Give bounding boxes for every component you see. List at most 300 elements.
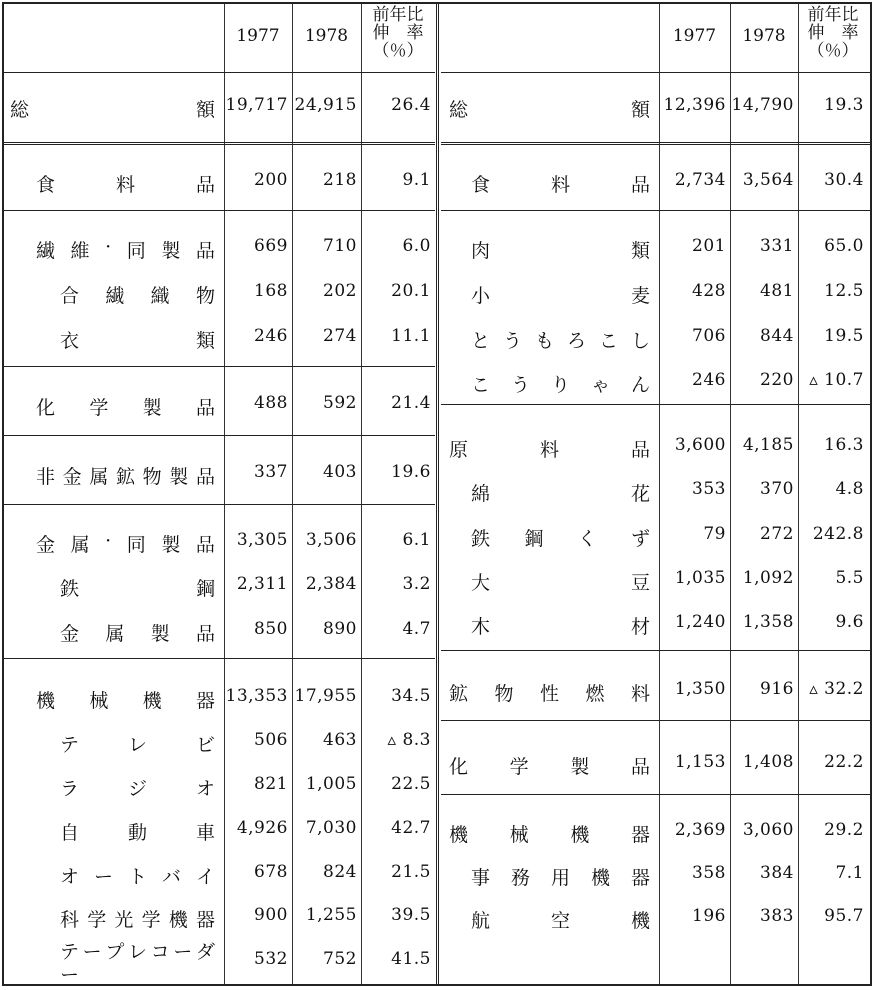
value-1977: 79	[703, 524, 726, 544]
growth-rate: ▵ 10.7	[809, 370, 864, 390]
row-label	[36, 686, 215, 713]
label-char: 木	[471, 616, 491, 638]
value-1977: 900	[254, 905, 288, 925]
label-char: ·	[105, 236, 112, 258]
growth-rate: 21.4	[391, 393, 431, 413]
label-char: ん	[630, 374, 650, 396]
growth-rate: 19.6	[391, 462, 431, 482]
label-char: と	[471, 330, 491, 352]
growth-rate: 21.5	[391, 862, 431, 882]
header-growth-line: 前年比	[807, 5, 859, 25]
label-char: ビ	[195, 734, 215, 756]
value-1978: 844	[760, 326, 794, 346]
row-label	[36, 462, 215, 489]
row-label	[449, 752, 650, 779]
label-char: 性	[539, 683, 559, 705]
row-separator	[441, 794, 870, 795]
header-growth-line: （％）	[807, 41, 859, 61]
table-row	[441, 565, 870, 595]
label-char: 鉄	[471, 528, 491, 550]
table-row	[441, 233, 870, 263]
value-1978: 220	[760, 370, 794, 390]
table-row	[441, 676, 870, 706]
label-char: 同	[126, 534, 146, 556]
value-1977: 678	[254, 862, 288, 882]
growth-rate: 95.7	[824, 906, 864, 926]
growth-rate: 41.5	[391, 949, 431, 969]
header-growth-rate	[361, 6, 435, 60]
label-char: 維	[70, 240, 90, 262]
label-char: 化	[36, 397, 56, 419]
value-1977: 506	[254, 730, 288, 750]
label-char: 属	[70, 534, 90, 556]
value-1977: 246	[692, 370, 726, 390]
table-row	[441, 817, 870, 847]
row-label	[60, 937, 215, 964]
label-char: 繊	[105, 285, 125, 307]
table-row	[4, 934, 435, 986]
value-1978: 24,915	[294, 95, 357, 115]
label-char: 燃	[585, 683, 605, 705]
label-char: 機	[449, 824, 469, 846]
table-header	[441, 4, 870, 73]
label-char: ·	[105, 530, 112, 552]
label-char: オ	[195, 778, 215, 800]
growth-rate: 34.5	[391, 686, 431, 706]
table-row	[441, 323, 870, 353]
label-char: 鋼	[524, 528, 544, 550]
growth-rate: 26.4	[391, 95, 431, 115]
value-1978: 384	[760, 863, 794, 883]
header-1977: 1977	[236, 26, 280, 46]
label-char: 製	[161, 534, 181, 556]
growth-rate: 6.1	[402, 530, 431, 550]
label-char: 額	[630, 99, 650, 121]
value-1977: 821	[254, 774, 288, 794]
row-separator	[441, 142, 870, 145]
label-char: 務	[510, 867, 530, 889]
label-char: 機	[570, 824, 590, 846]
row-separator	[441, 720, 870, 721]
growth-rate: 16.3	[824, 435, 864, 455]
row-label	[471, 370, 650, 397]
label-char: 機	[590, 867, 610, 889]
label-char: コ	[150, 941, 170, 963]
label-char: 食	[36, 174, 56, 196]
label-char: 料	[630, 683, 650, 705]
value-1978: 1,005	[305, 774, 357, 794]
value-1977: 200	[254, 170, 288, 190]
label-char: 品	[195, 466, 215, 488]
table-row	[4, 815, 435, 845]
table-row	[4, 683, 435, 713]
row-label	[449, 679, 650, 706]
label-char: 品	[195, 240, 215, 262]
label-char: 製	[169, 466, 189, 488]
row-separator	[441, 210, 870, 211]
label-char: 航	[471, 910, 491, 932]
row-label	[60, 862, 215, 889]
header-1978: 1978	[742, 26, 786, 46]
value-1977: 3,600	[674, 435, 726, 455]
row-label	[60, 574, 215, 601]
table-row	[441, 903, 870, 933]
row-label	[471, 326, 650, 353]
label-char: イ	[195, 866, 215, 888]
row-label-continued: ー	[60, 964, 80, 986]
row-separator	[4, 142, 435, 145]
label-char: 器	[195, 909, 215, 931]
row-label	[36, 393, 215, 420]
row-label	[471, 906, 650, 933]
table-row	[441, 278, 870, 308]
table-header	[4, 4, 435, 73]
row-label	[471, 524, 650, 551]
row-label	[60, 905, 215, 932]
label-char: 器	[195, 690, 215, 712]
row-label	[60, 730, 215, 757]
header-1978: 1978	[304, 26, 349, 46]
label-char: う	[502, 330, 522, 352]
row-label	[471, 236, 650, 263]
label-char: 物	[142, 466, 162, 488]
label-char: 大	[471, 572, 491, 594]
growth-rate: 4.7	[402, 619, 431, 639]
value-1977: 2,369	[674, 820, 726, 840]
label-char: 豆	[630, 572, 650, 594]
value-1977: 1,350	[674, 679, 726, 699]
label-char: り	[550, 374, 570, 396]
value-1977: 2,311	[236, 574, 288, 594]
label-char: 属	[105, 623, 125, 645]
value-1977: 337	[254, 462, 288, 482]
row-separator	[4, 366, 435, 367]
table-row	[4, 167, 435, 197]
label-char: 麦	[630, 285, 650, 307]
value-1977: 19,717	[225, 95, 288, 115]
value-1977: 4,926	[236, 818, 288, 838]
table-row	[4, 278, 435, 308]
row-label	[36, 530, 215, 557]
value-1978: 916	[760, 679, 794, 699]
value-1978: 890	[323, 619, 357, 639]
label-char: ろ	[566, 330, 586, 352]
growth-rate: 29.2	[824, 820, 864, 840]
value-1978: 824	[323, 862, 357, 882]
label-char: 材	[630, 616, 650, 638]
label-char: 器	[630, 867, 650, 889]
row-separator	[4, 658, 435, 659]
label-char: 製	[570, 756, 590, 778]
value-1977: 1,153	[674, 752, 726, 772]
table-row	[441, 860, 870, 890]
label-char: ー	[93, 866, 113, 888]
growth-rate: 9.6	[835, 612, 864, 632]
label-char: 食	[471, 174, 491, 196]
label-char: ず	[630, 528, 650, 550]
value-1977: 13,353	[225, 686, 288, 706]
label-char: 金	[60, 623, 80, 645]
label-char: 原	[449, 439, 469, 461]
label-char: レ	[127, 734, 147, 756]
label-char: ゃ	[590, 374, 610, 396]
growth-rate: 5.5	[835, 568, 864, 588]
label-char: 肉	[471, 240, 491, 262]
label-char: 品	[630, 174, 650, 196]
value-1978: 1,408	[742, 752, 794, 772]
label-char: 金	[62, 466, 82, 488]
value-1978: 1,255	[305, 905, 357, 925]
label-char: テ	[60, 734, 80, 756]
row-separator	[4, 435, 435, 436]
exports-panel	[4, 4, 435, 984]
growth-rate: 242.8	[812, 524, 864, 544]
label-char: バ	[161, 866, 181, 888]
label-char: 綿	[471, 483, 491, 505]
value-1978: 2,384	[305, 574, 357, 594]
header-1977: 1977	[672, 26, 717, 46]
label-char: 物	[494, 683, 514, 705]
label-char: 非	[36, 466, 56, 488]
table-row	[4, 571, 435, 601]
growth-rate: 22.2	[824, 752, 864, 772]
value-1978: 3,060	[742, 820, 794, 840]
label-char: く	[577, 528, 597, 550]
growth-rate: 4.8	[835, 479, 864, 499]
value-1977: 201	[692, 236, 726, 256]
table-row	[4, 459, 435, 489]
label-char: 料	[550, 174, 570, 196]
value-1978: 1,092	[742, 568, 794, 588]
label-char: 鉄	[60, 578, 80, 600]
label-char: 機	[168, 909, 188, 931]
growth-rate: 7.1	[835, 863, 864, 883]
value-1978: 3,506	[305, 530, 357, 550]
row-separator	[441, 404, 870, 405]
header-growth-rate	[798, 6, 868, 60]
total-label	[10, 95, 215, 122]
value-1977: 1,035	[674, 568, 726, 588]
value-1978: 7,030	[305, 818, 357, 838]
value-1978: 403	[323, 462, 357, 482]
row-separator	[4, 504, 435, 505]
table-row	[4, 323, 435, 353]
label-char: 品	[195, 397, 215, 419]
value-1978: 274	[323, 326, 357, 346]
row-separator	[4, 210, 435, 211]
label-char: 類	[630, 240, 650, 262]
header-growth-line: 伸 率	[807, 23, 859, 43]
value-1978: 17,955	[294, 686, 357, 706]
growth-rate: 6.0	[402, 236, 431, 256]
table-row	[4, 902, 435, 932]
row-label	[471, 568, 650, 595]
row-label	[471, 281, 650, 308]
label-char: 同	[126, 240, 146, 262]
value-1977: 246	[254, 326, 288, 346]
growth-rate: 39.5	[391, 905, 431, 925]
row-label	[449, 820, 650, 847]
label-char: テ	[60, 941, 80, 963]
table-row	[441, 476, 870, 506]
label-char: 化	[449, 756, 469, 778]
value-1978: 218	[323, 170, 357, 190]
total-row	[4, 92, 435, 122]
table-row	[441, 167, 870, 197]
value-1978: 370	[760, 479, 794, 499]
header-growth-line: 伸 率	[372, 23, 424, 43]
table-row	[441, 749, 870, 779]
value-1978: 331	[760, 236, 794, 256]
row-label	[36, 236, 215, 263]
value-1977: 2,734	[674, 170, 726, 190]
label-char: プ	[105, 941, 125, 963]
table-row	[441, 367, 870, 397]
row-label	[60, 619, 215, 646]
value-1977: 353	[692, 479, 726, 499]
value-1977: 488	[254, 393, 288, 413]
label-char: う	[510, 374, 530, 396]
label-char: 品	[195, 623, 215, 645]
label-char: 製	[150, 623, 170, 645]
value-1978: 752	[323, 949, 357, 969]
table-row	[4, 859, 435, 889]
row-label	[471, 170, 650, 197]
imports-panel	[441, 4, 870, 984]
label-char: 動	[127, 822, 147, 844]
label-char: 械	[509, 824, 529, 846]
panel-divider	[436, 2, 439, 986]
label-char: 械	[89, 690, 109, 712]
label-char: 合	[60, 285, 80, 307]
label-char: 類	[195, 330, 215, 352]
label-char: ト	[127, 866, 147, 888]
value-1977: 706	[692, 326, 726, 346]
row-label	[60, 326, 215, 353]
label-char: 金	[36, 534, 56, 556]
value-1977: 532	[254, 949, 288, 969]
label-char: こ	[471, 374, 491, 396]
row-label	[60, 774, 215, 801]
label-char: 学	[89, 397, 109, 419]
label-char: 自	[60, 822, 80, 844]
label-char: ラ	[60, 778, 80, 800]
growth-rate: 19.5	[824, 326, 864, 346]
value-1977: 196	[692, 906, 726, 926]
row-label	[471, 863, 650, 890]
value-1978: 592	[323, 393, 357, 413]
value-1977: 358	[692, 863, 726, 883]
value-1977: 168	[254, 281, 288, 301]
label-char: も	[534, 330, 554, 352]
label-char: 製	[142, 397, 162, 419]
label-char: 事	[471, 867, 491, 889]
value-1978: 1,358	[742, 612, 794, 632]
growth-rate: 3.2	[402, 574, 431, 594]
table-row	[441, 432, 870, 462]
value-1978: 481	[760, 281, 794, 301]
label-char: 鋼	[195, 578, 215, 600]
growth-rate: 30.4	[824, 170, 864, 190]
value-1977: 669	[254, 236, 288, 256]
row-label	[449, 435, 650, 462]
row-separator	[441, 650, 870, 651]
label-char: 空	[550, 910, 570, 932]
label-char: こ	[598, 330, 618, 352]
table-row	[441, 521, 870, 551]
growth-rate: 65.0	[824, 236, 864, 256]
label-char: 光	[114, 909, 134, 931]
value-1978: 4,185	[742, 435, 794, 455]
label-char: 機	[630, 910, 650, 932]
label-char: 機	[142, 690, 162, 712]
value-1977: 3,305	[236, 530, 288, 550]
label-char: 品	[195, 534, 215, 556]
value-1978: 272	[760, 524, 794, 544]
table-row	[4, 527, 435, 557]
label-char: 器	[630, 824, 650, 846]
label-char: 機	[36, 690, 56, 712]
label-char: 品	[630, 756, 650, 778]
value-1977: 428	[692, 281, 726, 301]
label-char: 品	[630, 439, 650, 461]
value-1978: 710	[323, 236, 357, 256]
label-char: 料	[115, 174, 135, 196]
value-1977: 1,240	[674, 612, 726, 632]
value-1978: 383	[760, 906, 794, 926]
label-char: 繊	[36, 240, 56, 262]
growth-rate: 11.1	[391, 326, 431, 346]
value-1978: 3,564	[742, 170, 794, 190]
growth-rate: 22.5	[391, 774, 431, 794]
table-row	[4, 771, 435, 801]
value-1977: 12,396	[663, 95, 726, 115]
label-char: し	[630, 330, 650, 352]
label-char: 料	[539, 439, 559, 461]
growth-rate: 19.3	[824, 95, 864, 115]
table-row	[4, 233, 435, 263]
label-char: 学	[87, 909, 107, 931]
label-char: 学	[141, 909, 161, 931]
header-growth-line: 前年比	[372, 5, 424, 25]
row-label	[471, 612, 650, 639]
label-char: 用	[550, 867, 570, 889]
value-1978: 14,790	[731, 95, 794, 115]
value-1977: 850	[254, 619, 288, 639]
label-char: 学	[509, 756, 529, 778]
row-label	[36, 170, 215, 197]
row-label	[60, 281, 215, 308]
growth-rate: ▵ 32.2	[809, 679, 864, 699]
growth-rate: ▵ 8.3	[387, 730, 431, 750]
value-1978: 202	[323, 281, 357, 301]
value-1978: 463	[323, 730, 357, 750]
table-row	[4, 390, 435, 420]
label-char: 織	[150, 285, 170, 307]
table-row	[4, 616, 435, 646]
label-char: ー	[82, 941, 102, 963]
label-char: 鉱	[115, 466, 135, 488]
label-char: 衣	[60, 330, 80, 352]
label-char: 車	[195, 822, 215, 844]
label-char: レ	[127, 941, 147, 963]
label-char: 物	[195, 285, 215, 307]
growth-rate: 20.1	[391, 281, 431, 301]
label-char: 鉱	[449, 683, 469, 705]
label-char: 額	[195, 99, 215, 121]
row-label	[471, 479, 650, 506]
total-row	[441, 92, 870, 122]
